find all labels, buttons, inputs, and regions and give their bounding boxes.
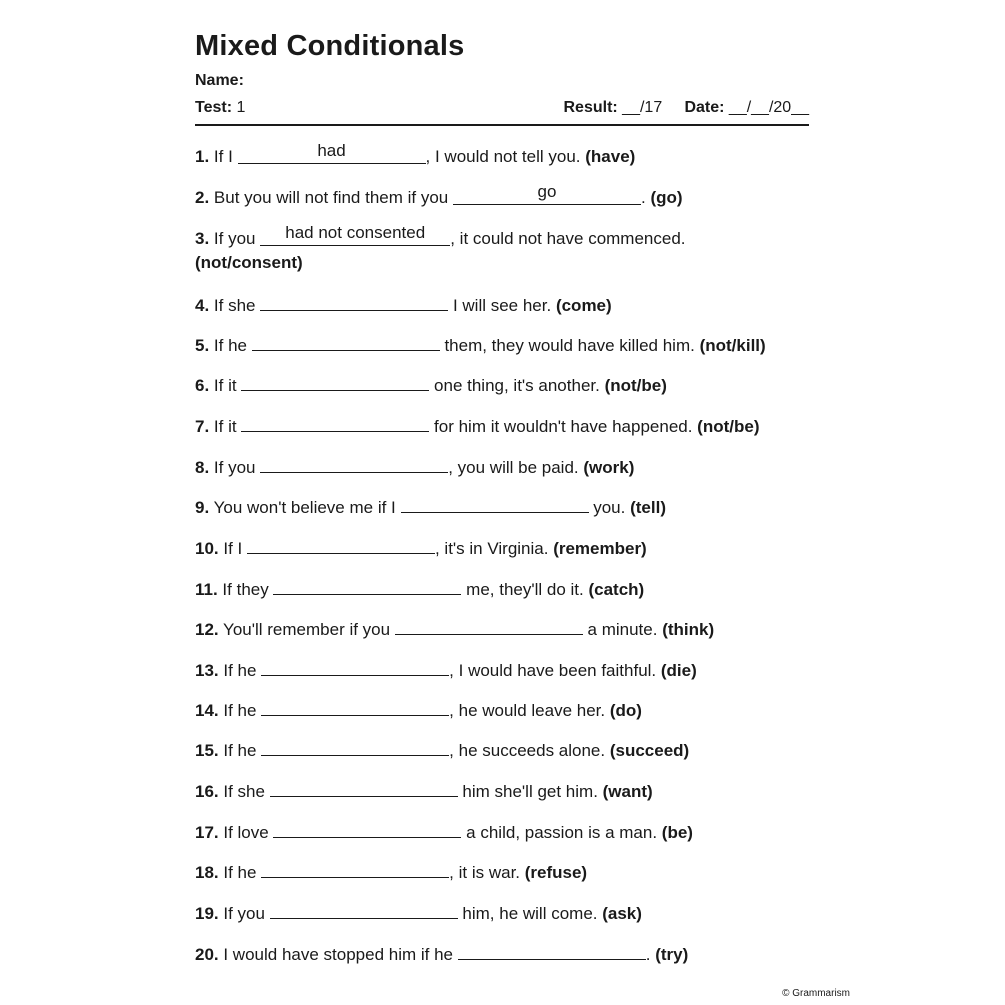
question-item: 8. If you , you will be paid. (work) [195, 454, 634, 480]
answer-blank[interactable] [261, 697, 449, 716]
name-label: Name: [195, 72, 244, 89]
question-item: 7. If it for him it wouldn't have happened. (not/be) [195, 413, 760, 439]
answer-blank[interactable]: had not consented [260, 227, 450, 246]
copyright-notice: © Grammarism [782, 988, 850, 999]
answer-blank[interactable] [241, 372, 429, 391]
answer-blank[interactable] [241, 413, 429, 432]
question-item: 17. If love a child, passion is a man. (be) [195, 819, 693, 845]
test-meta-row [195, 99, 809, 121]
question-item: 14. If he , he would leave her. (do) [195, 697, 642, 723]
answer-blank[interactable] [261, 737, 449, 756]
date-label: Date: [684, 99, 725, 116]
question-item: 20. I would have stopped him if he . (try) [195, 941, 688, 967]
answer-blank[interactable] [273, 819, 461, 838]
header-divider [195, 124, 809, 126]
question-item: 2. But you will not find them if you go . (go) [195, 182, 683, 207]
question-item: 6. If it one thing, it's another. (not/be) [195, 372, 667, 398]
answer-blank[interactable] [401, 494, 589, 513]
question-item: 4. If she I will see her. (come) [195, 292, 612, 318]
test-info [195, 99, 245, 117]
answer-blank[interactable]: go [453, 186, 641, 205]
result-date-info [564, 99, 810, 117]
answer-blank[interactable] [273, 576, 461, 595]
answer-blank[interactable] [395, 616, 583, 635]
result-label: Result: [563, 99, 618, 116]
answer-blank[interactable] [252, 332, 440, 351]
question-item: 18. If he , it is war. (refuse) [195, 859, 587, 885]
answer-blank[interactable] [261, 859, 449, 878]
question-item: 5. If he them, they would have killed him. (not/kill) [195, 332, 766, 358]
answer-blank[interactable] [270, 778, 458, 797]
answer-blank[interactable] [458, 941, 646, 960]
test-label: Test: [195, 99, 233, 116]
date-value: __/__/20__ [724, 99, 809, 116]
question-item: 1. If I had , I would not tell you. (have) [195, 141, 636, 166]
question-item: 15. If he , he succeeds alone. (succeed) [195, 737, 689, 763]
question-hint-continuation: (not/consent) [195, 253, 303, 272]
answer-blank[interactable]: had [238, 145, 426, 164]
page-title: Mixed Conditionals [195, 30, 465, 62]
question-item: 9. You won't believe me if I you. (tell) [195, 494, 666, 520]
question-item: 13. If he , I would have been faithful. (die) [195, 657, 697, 683]
answer-blank[interactable] [261, 657, 449, 676]
question-item: 10. If I , it's in Virginia. (remember) [195, 535, 647, 561]
question-item: 11. If they me, they'll do it. (catch) [195, 576, 644, 602]
test-value: 1 [232, 99, 246, 116]
answer-blank[interactable] [247, 535, 435, 554]
question-item: 12. You'll remember if you a minute. (think) [195, 616, 714, 642]
question-item: 3. If you had not consented , it could not have commenced. [195, 223, 686, 248]
answer-blank[interactable] [270, 900, 458, 919]
question-item: 16. If she him she'll get him. (want) [195, 778, 653, 804]
answer-blank[interactable] [260, 292, 448, 311]
question-item: 19. If you him, he will come. (ask) [195, 900, 642, 926]
answer-blank[interactable] [260, 454, 448, 473]
result-value: __/17 [617, 99, 663, 116]
